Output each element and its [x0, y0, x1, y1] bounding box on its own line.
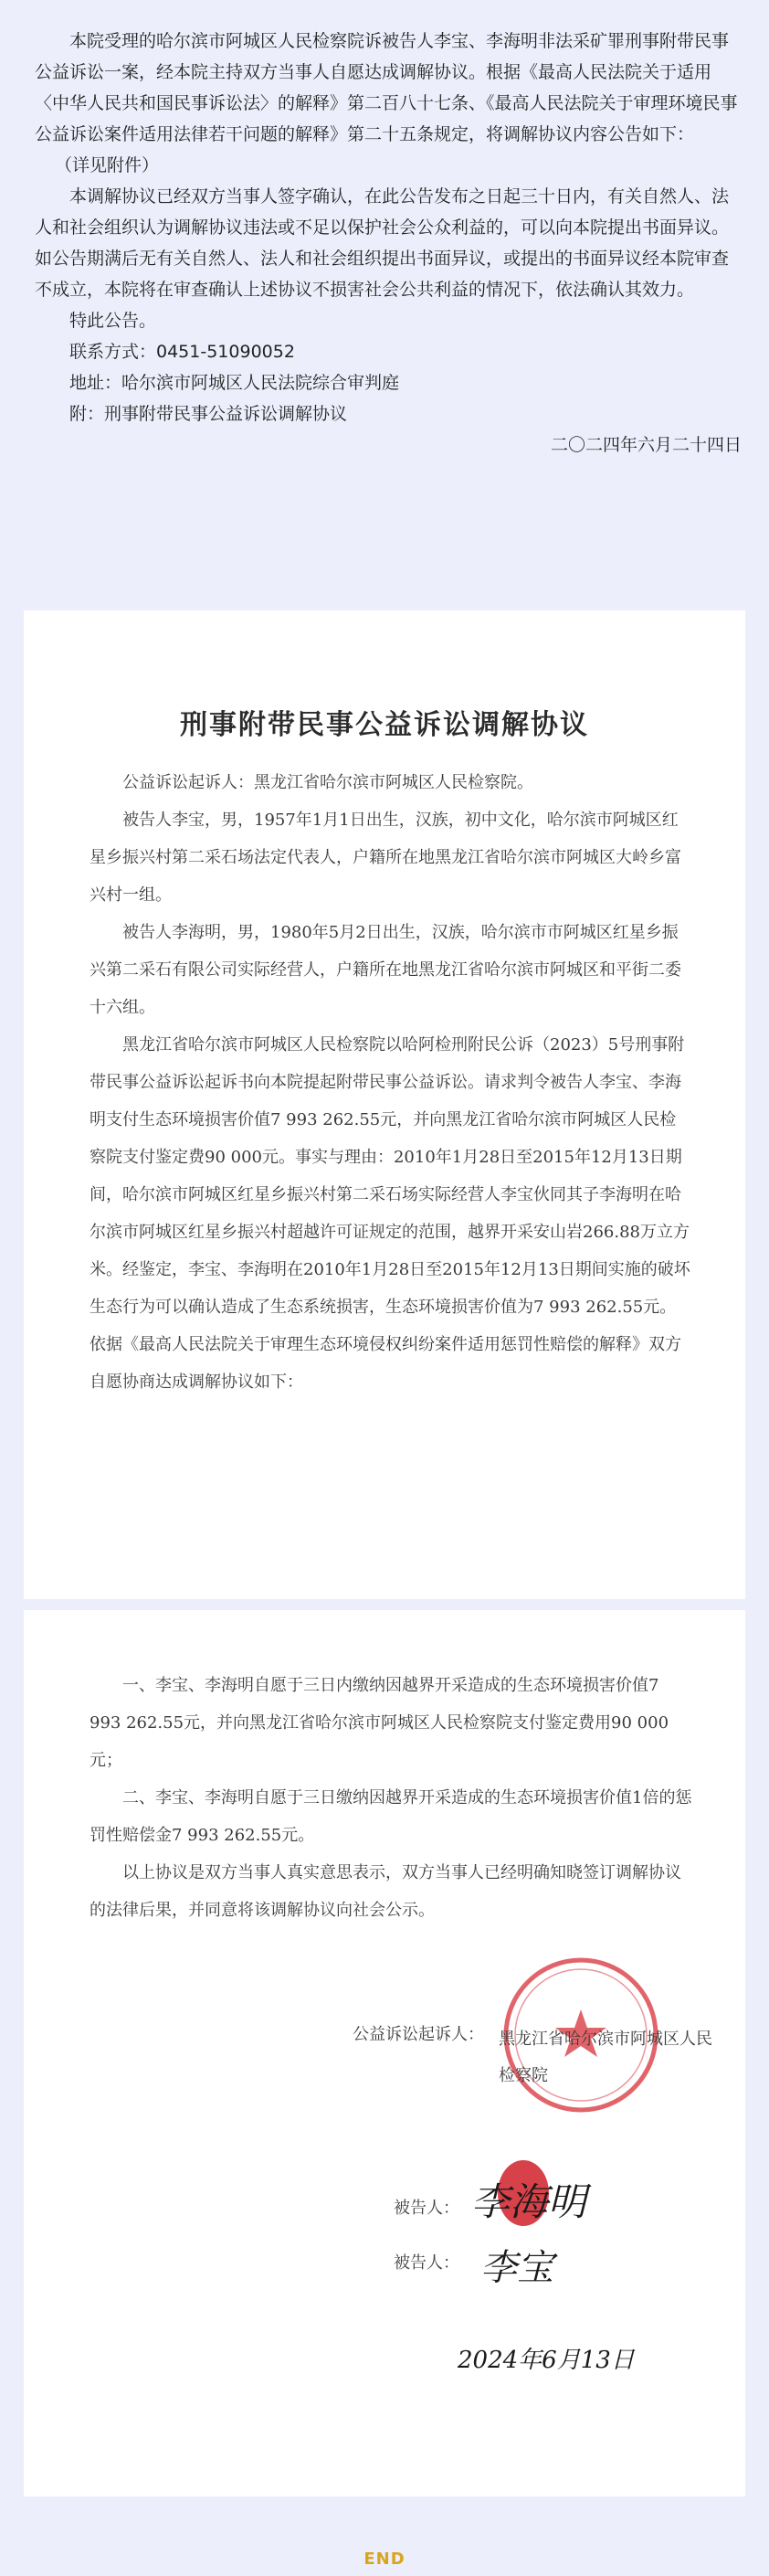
term-1: 一、李宝、李海明自愿于三日内缴纳因越界开采造成的生态环境损害价值7 993 262.55元，并向黑龙江省哈尔滨市阿城区人民检察院支付鉴定费用90 000元；: [90, 1676, 669, 1770]
prosecutor-line: 公益诉讼起诉人：黑龙江省哈尔滨市阿城区人民检察院。: [122, 773, 533, 792]
prosecutor-name-block: [499, 2021, 718, 2094]
defendant-signature-1: 李海明: [471, 2179, 587, 2224]
claim-text: 黑龙江省哈尔滨市阿城区人民检察院以哈阿检刑附民公诉（2023）5号刑事附带民事公益诉讼起诉书向本院提起附带民事公益诉讼。请求判令被告人李宝、李海明支付生态环境损害价值7 993 262.55元，并向黑龙江省哈尔滨市阿城区人民检察院支付鉴定费90 000元。事实与理由：2010年1月28日至2015年12月13日期间，哈尔滨市阿城区红星乡振兴村第二采石场实际经营人李宝伙同其子李海明在哈尔滨市阿城区红星乡振兴村超越许可证规定的范围，越界开采安山岩266.88万立方米。经鉴定，李宝、李海明在2010年1月28日至2015年12月13日期间实施的破坏生态行为可以确认造成了生态系统损害，生态环境损害价值为7 993 262.55元。依据《最高人民法院关于审理生态环境侵权纠纷案件适用惩罚性赔偿的解释》双方自愿协商达成调解协议如下：: [90, 1035, 690, 1392]
defendant-2-info: 被告人李海明，男，1980年5月2日出生，汉族，哈尔滨市市阿城区红星乡振兴第二采石有限公司实际经营人，户籍所在地黑龙江省哈尔滨市阿城区和平街二委十六组。: [90, 923, 681, 1017]
appendix-line: 附：刑事附带民事公益诉讼调解协议: [69, 404, 348, 424]
end-marker: END: [363, 2549, 406, 2569]
agreement-page-2: [24, 1610, 745, 2496]
notice-text: [35, 26, 743, 461]
agreement-title: 刑事附带民事公益诉讼调解协议: [180, 709, 589, 741]
defendant-1-info: 被告人李宝，男，1957年1月1日出生，汉族，初中文化，哈尔滨市阿城区红星乡振兴村第二采石场法定代表人，户籍所在地黑龙江省哈尔滨市阿城区大岭乡富兴村一组。: [90, 811, 681, 905]
agreement-body-2: [90, 1667, 692, 1929]
notice-paragraph-1: 本院受理的哈尔滨市阿城区人民检察院诉被告人李宝、李海明非法采矿罪刑事附带民事公益诉讼一案，经本院主持双方当事人自愿达成调解协议。根据《最高人民法院关于适用〈中华人民共和国民事诉讼法〉的解释》第二百八十七条、《最高人民法院关于审理环境民事公益诉讼案件适用法律若干问题的解释》第二十五条规定，将调解协议内容公告如下：: [35, 31, 738, 144]
notice-paragraph-2: 本调解协议已经双方当事人签字确认，在此公告发布之日起三十日内，有关自然人、法人和社会组织认为调解协议违法或不足以保护社会公众利益的，可以向本院提出书面异议。如公告期满后无有关自然人、法人和社会组织提出书面异议，或提出的书面异议经本院审查不成立，本院将在审查确认上述协议不损害社会公共利益的情况下，依法确认其效力。: [35, 186, 730, 300]
prosecutor-signature-row: [353, 2021, 484, 2045]
term-3: 以上协议是双方当事人真实意思表示，双方当事人已经明确知晓签订调解协议的法律后果，并同意将该调解协议向社会公示。: [90, 1863, 681, 1920]
closing-line: 特此公告。: [69, 311, 157, 331]
signing-date: 2024年6月13日: [458, 2347, 635, 2374]
notice-date: 二〇二四年六月二十四日: [550, 435, 742, 455]
defendant-label-2: 被告人：: [394, 2253, 459, 2273]
agreement-body-1: [90, 764, 692, 1401]
defendant-signature-2: 李宝: [480, 2247, 553, 2289]
contact-line: 联系方式：0451-51090052: [69, 342, 295, 362]
agreement-page-1: [24, 610, 745, 1599]
term-2: 二、李宝、李海明自愿于三日缴纳因越界开采造成的生态环境损害价值1倍的惩罚性赔偿金7 993 262.55元。: [90, 1788, 692, 1845]
attachment-note: （详见附件）: [55, 155, 160, 175]
prosecutor-signature-label: 公益诉讼起诉人：: [353, 2025, 484, 2044]
defendant-label-1: 被告人：: [394, 2199, 459, 2218]
address-line: 地址：哈尔滨市阿城区人民法院综合审判庭: [69, 373, 400, 393]
prosecutor-signature-name: 黑龙江省哈尔滨市阿城区人民检察院: [499, 2030, 712, 2085]
